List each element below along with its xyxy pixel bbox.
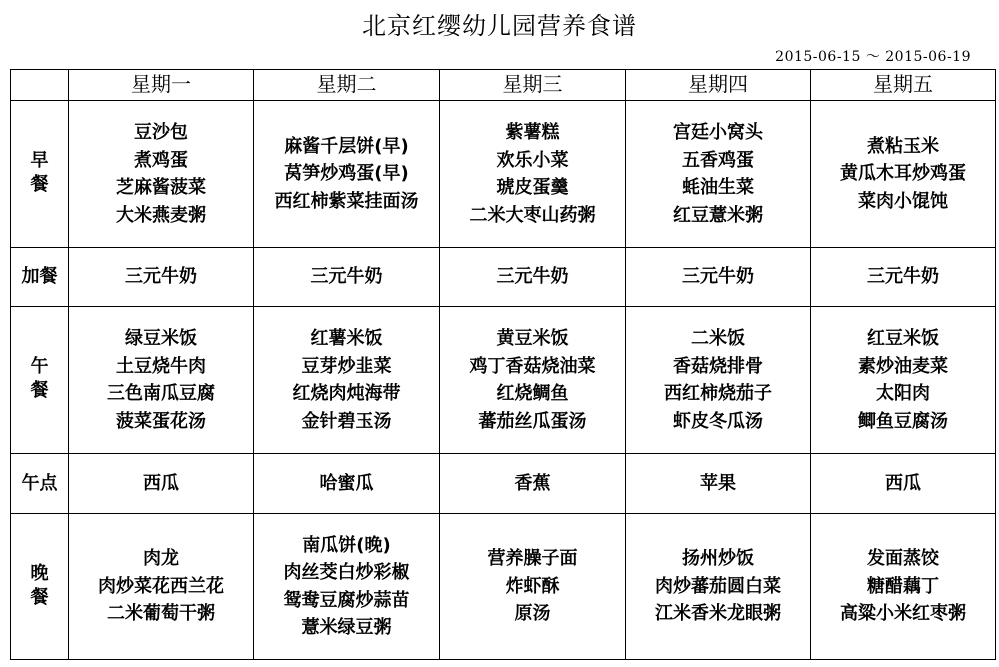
dish-item: 三色南瓜豆腐 <box>107 383 215 404</box>
dish-item: 二米饭 <box>691 328 745 349</box>
dish-item: 鸳鸯豆腐炒蒜苗 <box>283 589 410 611</box>
dish-item: 高粱小米红枣粥 <box>840 603 966 625</box>
menu-cell <box>626 514 811 660</box>
day-header: 星期一 <box>69 70 254 101</box>
dish-item: 三元牛奶 <box>682 266 754 288</box>
meal-label-text: 早餐 <box>30 150 49 196</box>
dish-item: 土豆烧牛肉 <box>116 355 206 377</box>
dish-item: 肉炒菜花西兰花 <box>98 575 224 597</box>
dish-item: 欢乐小菜 <box>496 149 569 171</box>
meal-label <box>11 454 69 514</box>
dish-item: 琥皮蛋羹 <box>496 177 569 198</box>
dish-item: 芝麻酱菠菜 <box>116 177 206 198</box>
dish-item: 香蕉 <box>514 472 551 494</box>
dish-item: 哈蜜瓜 <box>319 472 374 494</box>
meal-row-afternoon-snack <box>11 454 996 514</box>
dish-item: 豆沙包 <box>134 122 188 143</box>
meal-label-text: 午餐 <box>30 356 49 402</box>
dish-item: 三元牛奶 <box>496 266 569 288</box>
meal-row-breakfast <box>11 101 996 248</box>
menu-cell <box>254 307 440 454</box>
menu-cell <box>69 307 254 454</box>
dish-item: 红薯米饭 <box>310 328 383 349</box>
menu-cell <box>254 514 440 660</box>
dish-item: 金针碧玉汤 <box>301 410 392 432</box>
menu-cell <box>811 454 996 514</box>
dish-item: 香菇烧排骨 <box>673 355 763 377</box>
dish-item: 鸡丁香菇烧油菜 <box>469 355 596 377</box>
dish-item: 西红柿烧茄子 <box>664 383 772 404</box>
page-title: 北京红缨幼儿园营养食谱 <box>362 12 637 40</box>
dish-item: 三元牛奶 <box>310 266 383 288</box>
dish-item: 西瓜 <box>885 472 921 494</box>
dish-item: 虾皮冬瓜汤 <box>673 410 763 432</box>
dish-item: 南瓜饼(晚) <box>302 534 391 556</box>
menu-cell <box>626 454 811 514</box>
dish-item: 肉龙 <box>143 548 179 570</box>
day-header: 星期二 <box>254 70 440 101</box>
menu-cell <box>811 101 996 248</box>
dish-item: 绿豆米饭 <box>125 328 197 349</box>
dish-item: 苹果 <box>700 472 736 494</box>
dish-item: 煮鸡蛋 <box>134 149 188 171</box>
dish-item: 莴笋炒鸡蛋(早) <box>284 163 409 185</box>
dish-item: 蚝油生菜 <box>682 177 754 198</box>
menu-cell <box>626 101 811 248</box>
dish-item: 太阳肉 <box>876 383 930 404</box>
day-header: 星期五 <box>811 70 996 101</box>
meal-row-dinner <box>11 514 996 660</box>
dish-item: 鲫鱼豆腐汤 <box>858 410 948 432</box>
menu-table <box>10 69 996 660</box>
dish-item: 西红柿紫菜挂面汤 <box>274 190 419 212</box>
menu-cell <box>626 307 811 454</box>
day-header: 星期四 <box>626 70 811 101</box>
dish-item: 宫廷小窝头 <box>673 122 763 143</box>
meal-label-text: 加餐 <box>21 266 58 288</box>
dish-item: 煮粘玉米 <box>867 135 939 157</box>
menu-cell <box>254 101 440 248</box>
dish-item: 素炒油麦菜 <box>858 355 948 377</box>
dish-item: 肉炒蕃茄圆白菜 <box>655 575 781 597</box>
dish-item: 黄瓜木耳炒鸡蛋 <box>840 163 966 185</box>
dish-item: 薏米绿豆粥 <box>301 617 392 638</box>
menu-cell <box>440 454 626 514</box>
meal-row-lunch <box>11 307 996 454</box>
menu-cell <box>440 514 626 660</box>
dish-item: 黄豆米饭 <box>496 328 569 349</box>
dish-item: 红烧肉炖海带 <box>292 383 401 404</box>
meal-label <box>11 101 69 248</box>
dish-item: 豆芽炒韭菜 <box>301 355 392 377</box>
meal-label <box>11 248 69 307</box>
dish-item: 营养臊子面 <box>487 548 578 570</box>
dish-item: 二米葡萄干粥 <box>107 603 215 625</box>
menu-cell <box>69 101 254 248</box>
dish-item: 炸虾酥 <box>505 575 560 597</box>
dish-item: 扬州炒饭 <box>682 548 754 570</box>
dish-item: 糖醋藕丁 <box>867 575 939 597</box>
menu-cell <box>69 514 254 660</box>
dish-item: 原汤 <box>514 603 551 625</box>
menu-cell <box>69 454 254 514</box>
menu-cell <box>440 307 626 454</box>
menu-cell <box>440 248 626 307</box>
menu-cell <box>811 514 996 660</box>
dish-item: 红豆米饭 <box>867 328 939 349</box>
menu-cell <box>254 454 440 514</box>
menu-cell <box>69 248 254 307</box>
dish-item: 二米大枣山药粥 <box>469 204 596 226</box>
meal-label <box>11 514 69 660</box>
menu-cell <box>811 248 996 307</box>
corner-cell <box>11 70 69 101</box>
menu-cell <box>811 307 996 454</box>
day-header: 星期三 <box>440 70 626 101</box>
dish-item: 麻酱千层饼(早) <box>284 135 409 157</box>
dish-item: 西瓜 <box>143 472 179 494</box>
meal-label <box>11 307 69 454</box>
dish-item: 菠菜蛋花汤 <box>116 410 206 432</box>
dish-item: 红烧鲷鱼 <box>496 383 569 404</box>
meal-label-text: 晚餐 <box>30 562 49 608</box>
menu-cell <box>440 101 626 248</box>
dish-item: 蕃茄丝瓜蛋汤 <box>478 410 587 432</box>
menu-cell <box>254 248 440 307</box>
dish-item: 肉丝茭白炒彩椒 <box>283 562 410 583</box>
dish-item: 五香鸡蛋 <box>682 149 754 171</box>
dish-item: 红豆薏米粥 <box>673 204 763 226</box>
meal-label-text: 午点 <box>21 472 58 494</box>
dish-item: 菜肉小馄饨 <box>858 190 948 212</box>
dish-item: 大米燕麦粥 <box>116 204 206 226</box>
header-row <box>11 70 996 101</box>
dish-item: 紫薯糕 <box>505 122 560 143</box>
dish-item: 三元牛奶 <box>125 266 197 288</box>
date-range: 2015-06-15 ～ 2015-06-19 <box>775 49 971 65</box>
dish-item: 江米香米龙眼粥 <box>655 603 781 625</box>
dish-item: 发面蒸饺 <box>867 548 939 570</box>
dish-item: 三元牛奶 <box>867 266 939 288</box>
menu-cell <box>626 248 811 307</box>
meal-row-snack <box>11 248 996 307</box>
